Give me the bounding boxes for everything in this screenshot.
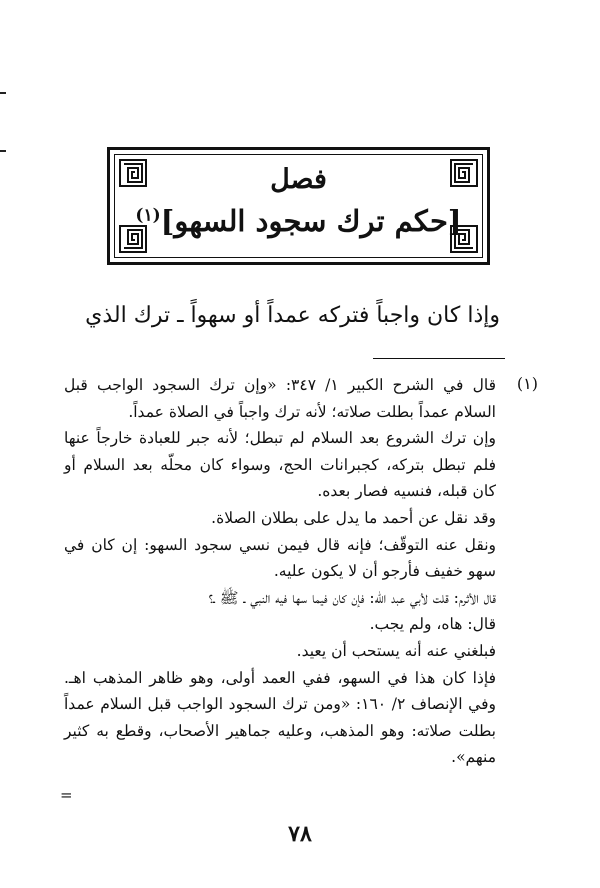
section-title-frame: [107, 147, 490, 265]
footnote-paragraph: وإن ترك الشروع بعد السلام لم تبطل؛ لأنه جبر للعبادة خارجاً عنها فلم تبطل بتركه، كجبرانات الحج، وسواء كان محلّه بعد السلام أو كان قبله، فنسيه فصار بعده.: [64, 429, 496, 501]
footnote-paragraph: قال في الشرح الكبير ١/ ٣٤٧: «وإن ترك السجود الواجب قبل السلام عمداً بطلت صلاته؛ لأنه ترك واجباً في الصلاة عمداً.: [64, 376, 497, 421]
footnote-paragraph: ونقل عنه التوقّف؛ فإنه قال فيمن نسي سجود السهو: إن كان في سهو خفيف فأرجو أن لا يكون عليه.: [64, 535, 496, 581]
footnote-paragraph: فبلغني عنه أنه يستحب أن يعيد.: [296, 641, 496, 660]
footnote-reference: (١): [135, 205, 161, 226]
section-subtitle-text: [حكم ترك سجود السهو]: [160, 204, 462, 238]
footnote-paragraph: قال الأثرم: قلت لأبي عبد الله: فإن كان فيما سها فيه النبي ـ ﷺ ـ؟: [208, 588, 496, 607]
page-edge-mark: [0, 92, 6, 94]
footnote-number: (١): [516, 374, 538, 393]
footnote-text: [64, 372, 496, 771]
body-text: وإذا كان واجباً فتركه عمداً أو سهواً ـ ترك الذي: [85, 303, 500, 328]
page-edge-mark: [0, 150, 6, 152]
footnote-paragraph: قال: هاه، ولم يجب.: [369, 615, 496, 634]
page-number: ٧٨: [288, 821, 312, 847]
continuation-mark: =: [60, 786, 73, 804]
footnote-paragraph: فإذا كان هذا في السهو، ففي العمد أولى، وهو ظاهر المذهب اهـ. وفي الإنصاف ٢/ ١٦٠: «ومن ترك السجود الواجب قبل السلام عمداً بطلت صلاته: وهو المذهب، وعليه جماهير الأصحاب، وقطع به كثير منهم».: [64, 668, 496, 767]
footnote-paragraph: وقد نقل عن أحمد ما يدل على بطلان الصلاة.: [211, 508, 496, 527]
footnote-separator: [373, 358, 505, 359]
section-title: فصل: [270, 164, 327, 195]
section-subtitle: [110, 204, 487, 238]
